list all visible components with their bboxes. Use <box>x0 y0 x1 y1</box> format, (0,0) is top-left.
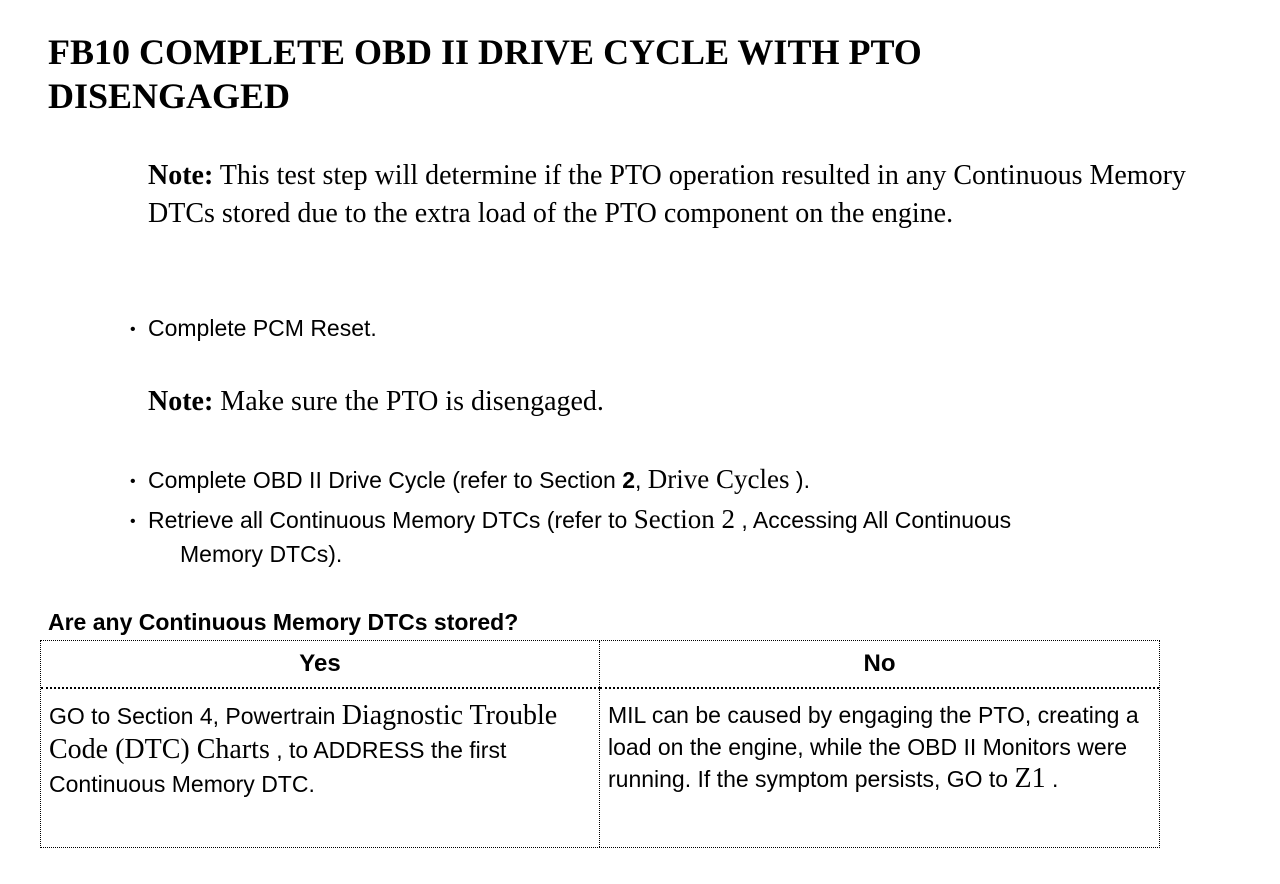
bullet-icon: • <box>130 321 136 338</box>
step-text: Complete OBD II Drive Cycle (refer to Section <box>148 467 623 493</box>
section-number: 2 <box>622 467 636 493</box>
header-yes: Yes <box>41 641 600 689</box>
step-text-comma: , <box>635 467 642 493</box>
step-retrieve-dtcs <box>130 503 1250 570</box>
cell-yes <box>41 689 600 847</box>
step-text-end: , Accessing All Continuous <box>734 507 1012 533</box>
question: Are any Continuous Memory DTCs stored? <box>48 609 519 635</box>
note-text: This test step will determine if the PTO operation resulted in any Continuous Memory DTCs stored due to the extra load of the PTO component on the engine. <box>148 160 1186 229</box>
note-label: Note: <box>148 386 214 417</box>
result-table <box>40 640 1160 848</box>
page-title: FB10 COMPLETE OBD II DRIVE CYCLE WITH PTO DISENGAGED <box>48 32 922 116</box>
z1-link[interactable]: Z1 <box>1014 763 1046 794</box>
bullet-icon: • <box>130 513 136 530</box>
header-no: No <box>600 641 1159 689</box>
bullet-icon: • <box>130 473 136 490</box>
step-text: Retrieve all Continuous Memory DTCs (refer to <box>148 507 634 533</box>
note-pto-dtc <box>148 157 1258 233</box>
note-text: Make sure the PTO is disengaged. <box>220 386 604 417</box>
step-text-continued: Memory DTCs). <box>180 541 343 567</box>
drive-cycles-link[interactable]: Drive Cycles <box>647 464 790 494</box>
step-drive-cycle <box>130 463 1250 498</box>
note-pto-disengaged <box>148 383 1258 421</box>
cell-yes-text: GO to Section 4, Powertrain <box>49 703 342 729</box>
step-complete-pcm-reset <box>130 312 1250 346</box>
cell-no-text-end: . <box>1045 766 1059 792</box>
cell-no <box>600 689 1159 847</box>
step-text-end: ). <box>789 467 810 493</box>
cell-no-text: MIL can be caused by engaging the PTO, creating a load on the engine, while the OBD II Monitors were running. If the symptom persists, GO to <box>608 702 1139 792</box>
note-label: Note: <box>148 160 214 191</box>
cell-yes-text-end: , to ADDRESS the first Continuous Memory DTC. <box>49 737 507 797</box>
section-2-link[interactable]: Section 2 <box>633 504 735 534</box>
dtc-charts-link[interactable]: Diagnostic Trouble Code (DTC) Charts <box>49 700 558 765</box>
step-text: Complete PCM Reset. <box>148 315 377 341</box>
